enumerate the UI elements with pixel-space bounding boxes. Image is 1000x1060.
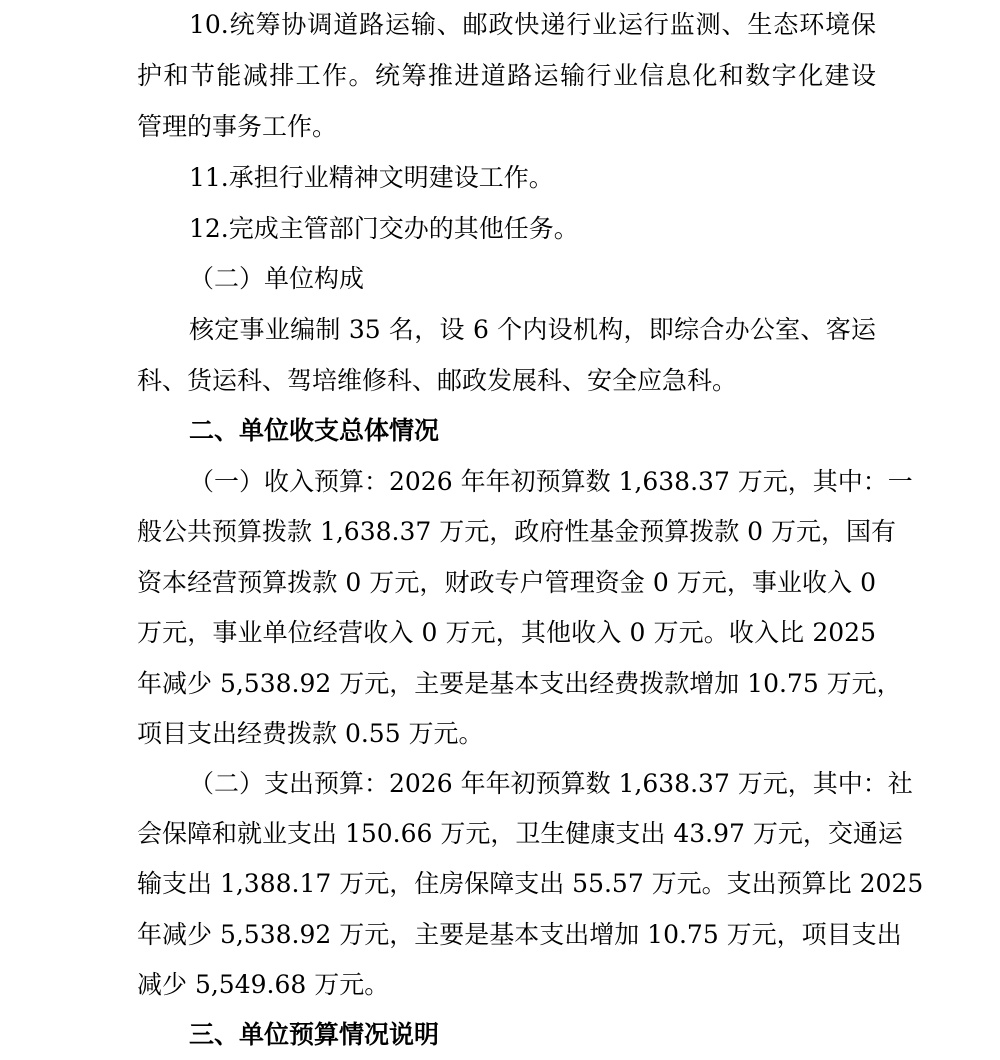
item-11: 11.承担行业精神文明建设工作。	[189, 163, 554, 192]
item-12: 12.完成主管部门交办的其他任务。	[189, 214, 579, 243]
unit-composition-line-1: 核定事业编制 35 名，设 6 个内设机构，即综合办公室、客运	[189, 315, 876, 344]
income-budget-line-5: 年减少 5,538.92 万元，主要是基本支出经费拨款增加 10.75 万元，	[137, 669, 902, 698]
section-heading-unit-budget: 三、单位预算情况说明	[189, 1020, 440, 1049]
income-budget-line-1: （一）收入预算：2026 年年初预算数 1,638.37 万元，其中：一	[189, 467, 913, 496]
item-10-line-1: 10.统筹协调道路运输、邮政快递行业运行监测、生态环境保	[189, 10, 876, 39]
expenditure-budget-line-3: 输支出 1,388.17 万元，住房保障支出 55.57 万元。支出预算比 2025	[137, 869, 924, 898]
item-10-line-3: 管理的事务工作。	[137, 112, 338, 141]
subheading-unit-composition: （二）单位构成	[189, 264, 365, 293]
income-budget-line-4: 万元，事业单位经营收入 0 万元，其他收入 0 万元。收入比 2025	[137, 618, 876, 647]
section-heading-income-expenditure: 二、单位收支总体情况	[189, 416, 440, 445]
item-10-line-2: 护和节能减排工作。统筹推进道路运输行业信息化和数字化建设	[137, 61, 876, 90]
expenditure-budget-line-2: 会保障和就业支出 150.66 万元，卫生健康支出 43.97 万元，交通运	[137, 819, 903, 848]
expenditure-budget-line-5: 减少 5,549.68 万元。	[137, 970, 390, 999]
unit-composition-line-2: 科、货运科、驾培维修科、邮政发展科、安全应急科。	[137, 366, 738, 395]
expenditure-budget-line-4: 年减少 5,538.92 万元，主要是基本支出增加 10.75 万元，项目支出	[137, 920, 902, 949]
income-budget-line-6: 项目支出经费拨款 0.55 万元。	[137, 719, 484, 748]
income-budget-line-3: 资本经营预算拨款 0 万元，财政专户管理资金 0 万元，事业收入 0	[137, 568, 876, 597]
expenditure-budget-line-1: （二）支出预算：2026 年年初预算数 1,638.37 万元，其中：社	[189, 769, 913, 798]
income-budget-line-2: 般公共预算拨款 1,638.37 万元，政府性基金预算拨款 0 万元，国有	[137, 517, 897, 546]
